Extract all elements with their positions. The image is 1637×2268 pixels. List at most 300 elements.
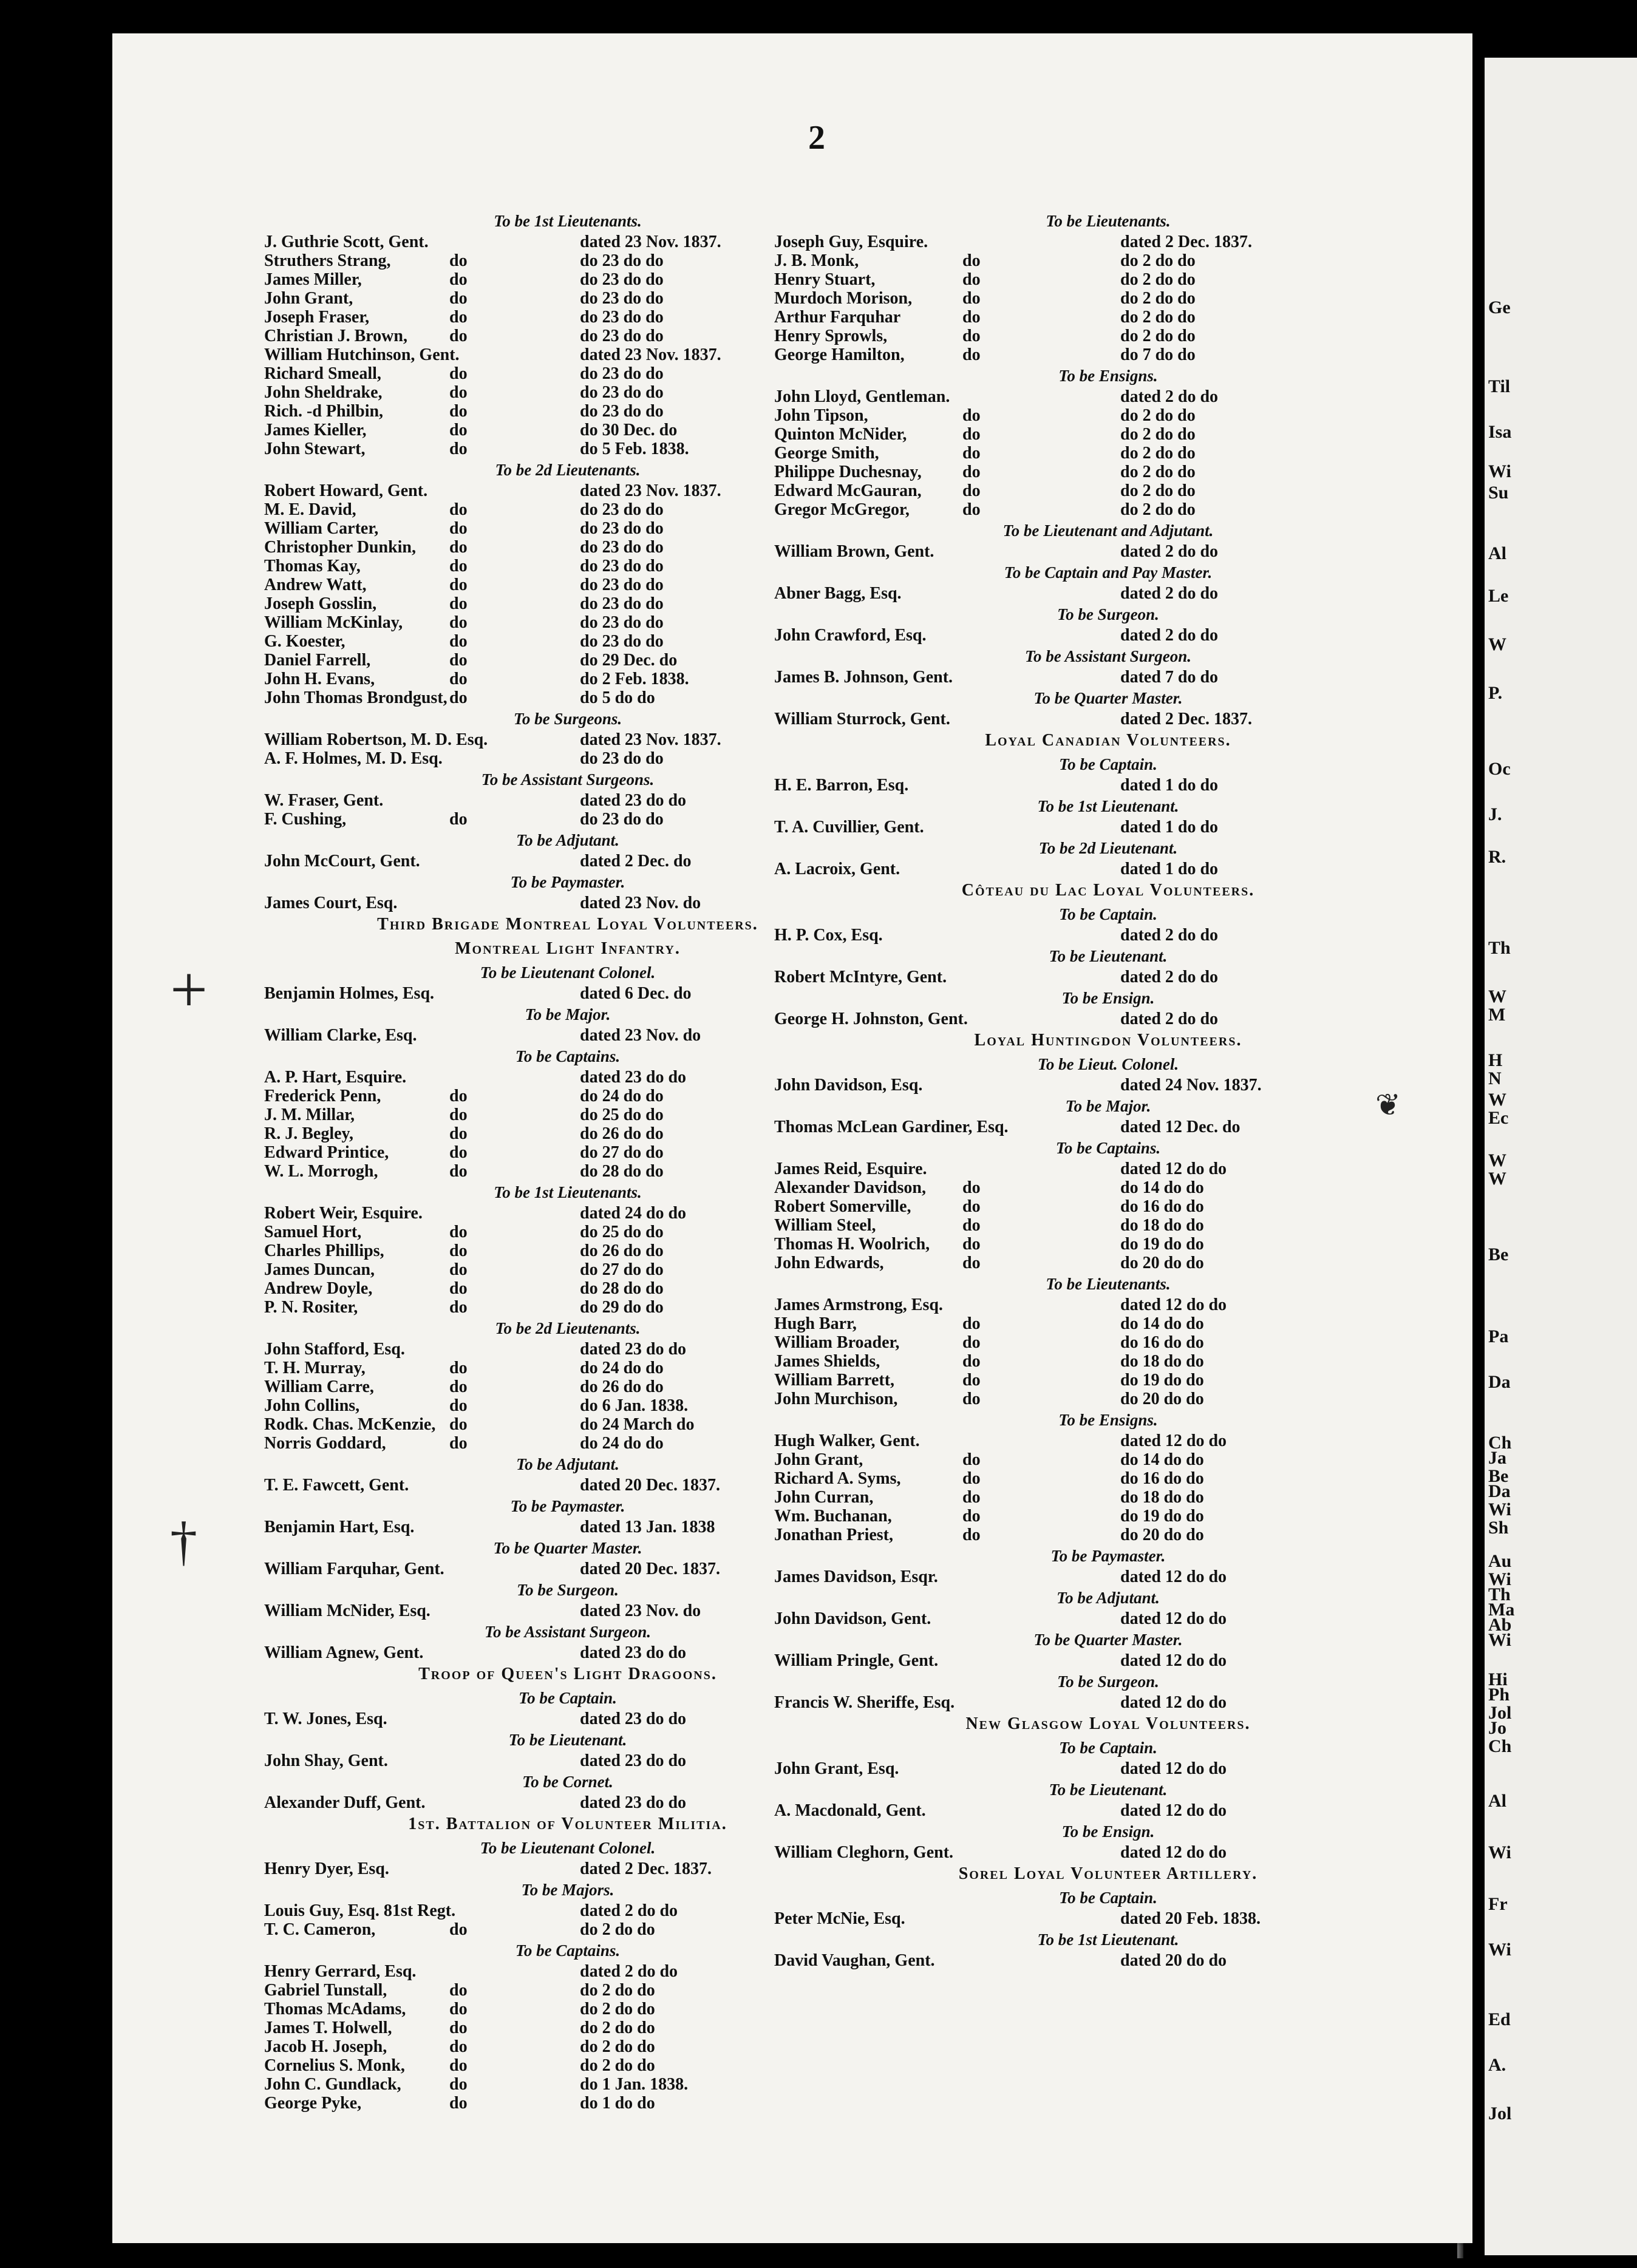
officer-name: William Robertson, M. D. Esq. [264, 730, 488, 749]
appointment-date: do 23 do do [580, 327, 664, 345]
officer-name: Henry Sprowls, [774, 327, 888, 345]
officer-name: J. M. Millar, [264, 1105, 355, 1124]
rank-ditto: do [449, 1241, 468, 1260]
appointment-row [774, 926, 1442, 945]
appointment-row [774, 860, 1442, 878]
appointment-date: dated 2 do do [1120, 626, 1219, 645]
appointment-heading: To be Lieut. Colonel. [1037, 1055, 1179, 1073]
appointment-heading: To be Lieutenants. [1046, 1275, 1171, 1293]
appointment-row [264, 2018, 871, 2037]
rank-ditto: do [449, 557, 468, 575]
rank-ditto: do [449, 1105, 468, 1124]
rank-ditto: do [449, 402, 468, 421]
appointment-date: do 30 Dec. do [580, 421, 678, 440]
appointment-heading: To be 1st Lieutenant. [1037, 1930, 1179, 1949]
appointment-heading: To be Adjutant. [516, 831, 619, 849]
appointment-heading: To be Quarter Master. [1033, 1631, 1183, 1649]
corps-section-title: Sorel Loyal Volunteer Artillery. [958, 1864, 1258, 1883]
rank-ditto: do [449, 327, 468, 345]
adjacent-page-text: Isa [1488, 422, 1512, 442]
appointment-row [264, 2000, 871, 2018]
officer-name: James Shields, [774, 1352, 880, 1371]
appointment-heading: To be Captain. [1059, 1889, 1157, 1907]
appointment-date: dated 6 Dec. do [580, 984, 692, 1003]
appointment-date: do 2 do do [1120, 251, 1196, 270]
appointment-row [774, 1235, 1442, 1254]
appointment-heading: To be Ensign. [1061, 1822, 1155, 1841]
appointment-heading: To be Adjutant. [1057, 1589, 1160, 1607]
officer-name: Robert Howard, Gent. [264, 481, 428, 500]
appointment-row [264, 2094, 871, 2113]
appointment-row [774, 584, 1442, 603]
appointment-row [774, 327, 1442, 345]
appointment-heading: To be Assistant Surgeons. [481, 770, 655, 789]
appointment-date: do 23 do do [580, 749, 664, 768]
adjacent-page-text: Ch [1488, 1433, 1512, 1453]
appointment-row [774, 1567, 1442, 1586]
officer-name: T. C. Cameron, [264, 1920, 376, 1939]
appointment-heading: To be Captain. [519, 1689, 617, 1707]
appointment-date: do 7 do do [1120, 345, 1196, 364]
officer-name: A. P. Hart, Esquire. [264, 1068, 407, 1087]
adjacent-page-text: Ge [1488, 297, 1511, 317]
corps-section-title: Third Brigade Montreal Loyal Volunteers. [377, 915, 758, 934]
officer-name: Joseph Fraser, [264, 308, 370, 327]
rank-ditto: do [449, 270, 468, 289]
appointment-date: do 28 do do [580, 1162, 664, 1181]
appointment-row [774, 251, 1442, 270]
officer-name: Henry Gerrard, Esq. [264, 1962, 417, 1981]
adjacent-page-text: Da [1488, 1481, 1511, 1501]
appointment-date: dated 12 do do [1120, 1843, 1227, 1862]
officer-name: Gregor McGregor, [774, 500, 910, 519]
appointment-date: do 20 do do [1120, 1390, 1204, 1408]
appointment-heading: To be Lieutenant. [1049, 947, 1168, 965]
rank-ditto: do [449, 2094, 468, 2113]
adjacent-page-text: Th [1488, 938, 1511, 958]
officer-name: A. Lacroix, Gent. [774, 860, 900, 878]
officer-name: Daniel Farrell, [264, 651, 371, 670]
margin-ornament-mark: ❦ [1375, 1088, 1401, 1122]
appointment-date: do 20 do do [1120, 1254, 1204, 1272]
rank-ditto: do [449, 2018, 468, 2037]
appointment-row [774, 1197, 1442, 1216]
adjacent-page-text: Wi [1488, 1499, 1511, 1519]
appointment-heading: To be Captains. [515, 1941, 621, 1960]
appointment-heading: To be Lieutenant and Adjutant. [1002, 521, 1214, 540]
appointment-date: do 24 do do [580, 1434, 664, 1453]
officer-name: Jacob H. Joseph, [264, 2037, 387, 2056]
appointment-row [264, 2037, 871, 2056]
rank-ditto: do [962, 1352, 981, 1371]
appointment-date: dated 20 Feb. 1838. [1120, 1909, 1261, 1928]
officer-name: William Carre, [264, 1377, 374, 1396]
appointment-row [774, 776, 1442, 795]
appointment-date: dated 2 do do [1120, 926, 1219, 945]
officer-name: Edward McGauran, [774, 481, 922, 500]
officer-name: John Edwards, [774, 1254, 884, 1272]
appointment-date: dated 2 Dec. 1837. [1120, 710, 1252, 728]
appointment-date: dated 12 do do [1120, 1801, 1227, 1820]
appointment-row [774, 1352, 1442, 1371]
appointment-date: do 23 do do [580, 810, 664, 829]
adjacent-page-text: Wi [1488, 1842, 1511, 1862]
appointment-row [774, 345, 1442, 364]
appointment-row [774, 1759, 1442, 1778]
appointment-date: dated 12 do do [1120, 1159, 1227, 1178]
appointment-date: do 14 do do [1120, 1450, 1204, 1469]
adjacent-page-text: R. [1488, 847, 1506, 867]
officer-name: John Grant, [774, 1450, 863, 1469]
appointment-heading: To be Captain. [1059, 905, 1157, 923]
adjacent-page-text: Al [1488, 543, 1506, 563]
officer-name: John Davidson, Gent. [774, 1609, 931, 1628]
appointment-date: do 19 do do [1120, 1507, 1204, 1526]
appointment-date: do 29 Dec. do [580, 651, 678, 670]
appointment-row [774, 1254, 1442, 1272]
officer-name: T. A. Cuvillier, Gent. [774, 818, 924, 837]
adjacent-page-text: Wi [1488, 1630, 1511, 1650]
officer-name: George Pyke, [264, 2094, 362, 2113]
appointment-heading: To be 2d Lieutenants. [495, 1319, 641, 1337]
adjacent-page-text: Jo [1488, 1718, 1506, 1738]
adjacent-page-text: W [1488, 634, 1506, 654]
appointment-date: dated 23 do do [580, 1793, 687, 1812]
officer-name: Hugh Barr, [774, 1314, 857, 1333]
appointment-row [774, 233, 1442, 251]
appointment-date: do 18 do do [1120, 1488, 1204, 1507]
appointment-row [774, 1526, 1442, 1544]
rank-ditto: do [449, 1415, 468, 1434]
appointment-heading: To be Quarter Master. [1033, 689, 1183, 707]
officer-name: James B. Johnson, Gent. [774, 668, 953, 687]
officer-name: Thomas McAdams, [264, 2000, 406, 2018]
appointment-date: dated 2 Dec. 1837. [1120, 233, 1252, 251]
appointment-heading: To be Paymaster. [510, 873, 625, 891]
officer-name: Struthers Strang, [264, 251, 391, 270]
appointment-date: do 2 do do [580, 2056, 655, 2075]
rank-ditto: do [962, 270, 981, 289]
appointment-date: do 5 Feb. 1838. [580, 440, 689, 458]
appointment-date: dated 12 do do [1120, 1693, 1227, 1712]
adjacent-page-text: Ph [1488, 1685, 1510, 1705]
officer-name: Murdoch Morison, [774, 289, 913, 308]
officer-name: Andrew Doyle, [264, 1279, 373, 1298]
adjacent-page-text: Oc [1488, 759, 1511, 779]
appointment-heading: To be Surgeon. [1057, 1672, 1159, 1691]
officer-name: Peter McNie, Esq. [774, 1909, 905, 1928]
adjacent-page-text: Pa [1488, 1326, 1509, 1346]
officer-name: Benjamin Holmes, Esq. [264, 984, 435, 1003]
rank-ditto: do [449, 308, 468, 327]
officer-name: Quinton McNider, [774, 425, 907, 444]
officer-name: James T. Holwell, [264, 2018, 392, 2037]
rank-ditto: do [449, 1298, 468, 1317]
rank-ditto: do [449, 810, 468, 829]
officer-name: A. Macdonald, Gent. [774, 1801, 926, 1820]
appointment-date: do 2 do do [1120, 308, 1196, 327]
corps-section-title: Loyal Canadian Volunteers. [985, 731, 1231, 750]
officer-name: John H. Evans, [264, 670, 375, 688]
appointment-date: do 2 do do [1120, 481, 1196, 500]
officer-name: Rich. -d Philbin, [264, 402, 384, 421]
officer-name: Richard Smeall, [264, 364, 381, 383]
appointment-date: do 27 do do [580, 1260, 664, 1279]
appointment-date: dated 2 do do [1120, 542, 1219, 561]
adjacent-page-text: P. [1488, 683, 1503, 703]
appointment-heading: To be Paymaster. [1050, 1547, 1166, 1565]
appointment-date: dated 23 Nov. 1837. [580, 481, 721, 500]
appointment-heading: To be Lieutenant Colonel. [480, 1839, 656, 1857]
appointment-heading: To be Surgeons. [513, 710, 622, 728]
officer-name: John Sheldrake, [264, 383, 383, 402]
appointment-date: dated 1 do do [1120, 860, 1219, 878]
rank-ditto: do [962, 1526, 981, 1544]
appointment-date: dated 12 do do [1120, 1567, 1227, 1586]
appointment-heading: To be Surgeon. [1057, 605, 1159, 623]
appointment-row [774, 1488, 1442, 1507]
rank-ditto: do [962, 289, 981, 308]
officer-name: John Lloyd, Gentleman. [774, 387, 950, 406]
rank-ditto: do [449, 1223, 468, 1241]
appointment-date: do 23 do do [580, 613, 664, 632]
rank-ditto: do [962, 327, 981, 345]
officer-name: Benjamin Hart, Esq. [264, 1518, 415, 1536]
appointment-row [774, 1431, 1442, 1450]
appointment-date: dated 1 do do [1120, 776, 1219, 795]
appointment-date: do 23 do do [580, 519, 664, 538]
appointment-date: dated 23 Nov. do [580, 894, 701, 912]
rank-ditto: do [962, 481, 981, 500]
appointment-heading: To be 2d Lieutenants. [495, 461, 641, 479]
appointment-date: dated 2 do do [1120, 1010, 1219, 1028]
corps-section-title: Troop of Queen's Light Dragoons. [418, 1665, 717, 1683]
officer-name: Robert Somerville, [774, 1197, 911, 1216]
appointment-date: do 23 do do [580, 383, 664, 402]
rank-ditto: do [962, 251, 981, 270]
appointment-row [264, 2056, 871, 2075]
appointment-date: do 2 do do [580, 2037, 655, 2056]
appointment-row [264, 2075, 871, 2094]
appointment-date: do 1 Jan. 1838. [580, 2075, 689, 2094]
rank-ditto: do [962, 1371, 981, 1390]
appointment-date: dated 23 do do [580, 1751, 687, 1770]
appointment-date: do 6 Jan. 1838. [580, 1396, 689, 1415]
rank-ditto: do [962, 1216, 981, 1235]
officer-name: Abner Bagg, Esq. [774, 584, 902, 603]
adjacent-page-text: Al [1488, 1791, 1506, 1811]
appointment-heading: To be Majors. [521, 1881, 614, 1899]
appointment-row [774, 1469, 1442, 1488]
adjacent-page-text: J. [1488, 804, 1502, 824]
officer-name: James Court, Esq. [264, 894, 398, 912]
adjacent-page-text: Wi [1488, 1569, 1511, 1589]
appointment-date: do 2 do do [1120, 463, 1196, 481]
officer-name: Andrew Watt, [264, 575, 367, 594]
rank-ditto: do [449, 289, 468, 308]
adjacent-page-text: W [1488, 1090, 1506, 1110]
appointment-date: do 2 Feb. 1838. [580, 670, 689, 688]
adjacent-page-text: W [1488, 986, 1506, 1007]
officer-name: John Stewart, [264, 440, 366, 458]
officer-name: John Thomas Brondgust, [264, 688, 448, 707]
officer-name: William Clarke, Esq. [264, 1026, 417, 1045]
appointment-row [774, 444, 1442, 463]
officer-name: T. W. Jones, Esq. [264, 1709, 387, 1728]
rank-ditto: do [449, 519, 468, 538]
officer-name: John Murchison, [774, 1390, 898, 1408]
officer-name: Charles Phillips, [264, 1241, 384, 1260]
rank-ditto: do [962, 1469, 981, 1488]
officer-name: John Curran, [774, 1488, 874, 1507]
rank-ditto: do [449, 575, 468, 594]
appointment-row [774, 710, 1442, 728]
appointment-date: do 23 do do [580, 289, 664, 308]
adjacent-page-text: Jol [1488, 2103, 1512, 2124]
appointment-heading: To be Lieutenant. [508, 1731, 627, 1749]
officer-name: John McCourt, Gent. [264, 852, 420, 871]
officer-name: W. L. Morrogh, [264, 1162, 378, 1181]
officer-name: Alexander Duff, Gent. [264, 1793, 426, 1812]
rank-ditto: do [962, 1254, 981, 1272]
appointment-row [774, 1693, 1442, 1712]
rank-ditto: do [962, 308, 981, 327]
appointment-date: dated 2 Dec. do [580, 852, 692, 871]
officer-name: Henry Dyer, Esq. [264, 1859, 389, 1878]
appointment-date: dated 23 Nov. do [580, 1026, 701, 1045]
appointment-date: dated 7 do do [1120, 668, 1219, 687]
officer-name: G. Koester, [264, 632, 345, 651]
officer-name: William Cleghorn, Gent. [774, 1843, 954, 1862]
appointment-heading: To be Ensigns. [1058, 1411, 1158, 1429]
appointment-row [774, 1651, 1442, 1670]
officer-name: Samuel Hort, [264, 1223, 362, 1241]
adjacent-page-text: H [1488, 1050, 1503, 1070]
appointment-row [774, 1843, 1442, 1862]
officer-name: P. N. Rositer, [264, 1298, 358, 1317]
appointment-date: do 5 do do [580, 688, 655, 707]
appointment-date: do 2 do do [580, 1981, 655, 2000]
rank-ditto: do [449, 632, 468, 651]
appointment-date: do 23 do do [580, 402, 664, 421]
officer-name: William Hutchinson, Gent. [264, 345, 460, 364]
appointment-date: dated 24 Nov. 1837. [1120, 1076, 1262, 1095]
appointment-row [774, 1951, 1442, 1970]
appointment-heading: To be Surgeon. [517, 1581, 619, 1599]
officer-name: John Shay, Gent. [264, 1751, 388, 1770]
rank-ditto: do [449, 1124, 468, 1143]
rank-ditto: do [449, 1396, 468, 1415]
appointment-row [774, 406, 1442, 425]
adjacent-page-text: Ec [1488, 1108, 1509, 1128]
rank-ditto: do [449, 538, 468, 557]
appointment-date: dated 2 do do [1120, 968, 1219, 986]
adjacent-page-text: W [1488, 1150, 1506, 1170]
appointment-date: do 2 do do [1120, 327, 1196, 345]
adjacent-page-text: Hi [1488, 1669, 1508, 1689]
rank-ditto: do [962, 500, 981, 519]
rank-ditto: do [449, 688, 468, 707]
officer-name: Thomas H. Woolrich, [774, 1235, 930, 1254]
appointment-row [774, 308, 1442, 327]
officer-name: Cornelius S. Monk, [264, 2056, 405, 2075]
appointment-date: do 23 do do [580, 538, 664, 557]
officer-name: Gabriel Tunstall, [264, 1981, 387, 2000]
appointment-heading: To be Cornet. [522, 1773, 613, 1791]
officer-name: Joseph Guy, Esquire. [774, 233, 928, 251]
appointment-heading: To be Captains. [515, 1047, 621, 1065]
officer-name: H. E. Barron, Esq. [774, 776, 909, 795]
rank-ditto: do [962, 1450, 981, 1469]
appointment-heading: To be Paymaster. [510, 1497, 625, 1515]
appointment-date: do 14 do do [1120, 1314, 1204, 1333]
appointment-row [774, 1010, 1442, 1028]
officer-name: R. J. Begley, [264, 1124, 353, 1143]
appointment-date: do 23 do do [580, 575, 664, 594]
officer-name: J. Guthrie Scott, Gent. [264, 233, 429, 251]
appointment-heading: To be Captain. [1059, 1739, 1157, 1757]
appointment-date: do 2 do do [1120, 500, 1196, 519]
appointment-date: dated 23 do do [580, 1068, 687, 1087]
appointment-date: do 18 do do [1120, 1216, 1204, 1235]
appointment-date: do 2 do do [1120, 289, 1196, 308]
appointment-date: dated 12 do do [1120, 1295, 1227, 1314]
officer-name: Thomas Kay, [264, 557, 361, 575]
appointment-date: do 23 do do [580, 251, 664, 270]
appointment-heading: To be Lieutenant Colonel. [480, 963, 656, 982]
appointment-date: dated 20 do do [1120, 1951, 1227, 1970]
rank-ditto: do [449, 594, 468, 613]
appointment-date: do 29 do do [580, 1298, 664, 1317]
officer-name: Francis W. Sheriffe, Esq. [774, 1693, 955, 1712]
appointment-row [774, 1371, 1442, 1390]
rank-ditto: do [962, 406, 981, 425]
appointment-date: dated 12 do do [1120, 1759, 1227, 1778]
page-number: 2 [808, 119, 825, 157]
appointment-row [774, 818, 1442, 837]
officer-name: John Stafford, Esq. [264, 1340, 405, 1359]
officer-name: David Vaughan, Gent. [774, 1951, 935, 1970]
appointment-date: dated 20 Dec. 1837. [580, 1560, 720, 1578]
officer-name: James Davidson, Esqr. [774, 1567, 938, 1586]
rank-ditto: do [962, 1235, 981, 1254]
appointment-heading: To be Major. [1065, 1097, 1151, 1115]
adjacent-page-text: Su [1488, 483, 1509, 503]
appointment-heading: To be Captains. [1055, 1139, 1161, 1157]
officer-name: Richard A. Syms, [774, 1469, 901, 1488]
adjacent-page-text: Au [1488, 1551, 1512, 1571]
appointment-date: do 28 do do [580, 1279, 664, 1298]
appointment-date: dated 12 do do [1120, 1651, 1227, 1670]
officer-name: Norris Goddard, [264, 1434, 386, 1453]
officer-name: John Collins, [264, 1396, 360, 1415]
rank-ditto: do [449, 1981, 468, 2000]
rank-ditto: do [449, 2056, 468, 2075]
rank-ditto: do [449, 1143, 468, 1162]
adjacent-page-text: Ed [1488, 2009, 1511, 2029]
appointment-heading: To be Lieutenants. [1046, 212, 1171, 230]
appointment-date: dated 2 do do [580, 1901, 678, 1920]
appointment-date: do 2 do do [1120, 270, 1196, 289]
officer-name: Robert McIntyre, Gent. [774, 968, 947, 986]
appointment-row [774, 1118, 1442, 1136]
appointment-row [774, 1450, 1442, 1469]
appointment-date: dated 23 Nov. do [580, 1601, 701, 1620]
rank-ditto: do [449, 1260, 468, 1279]
appointment-row [774, 626, 1442, 645]
officer-name: W. Fraser, Gent. [264, 791, 384, 810]
rank-ditto: do [449, 1359, 468, 1377]
